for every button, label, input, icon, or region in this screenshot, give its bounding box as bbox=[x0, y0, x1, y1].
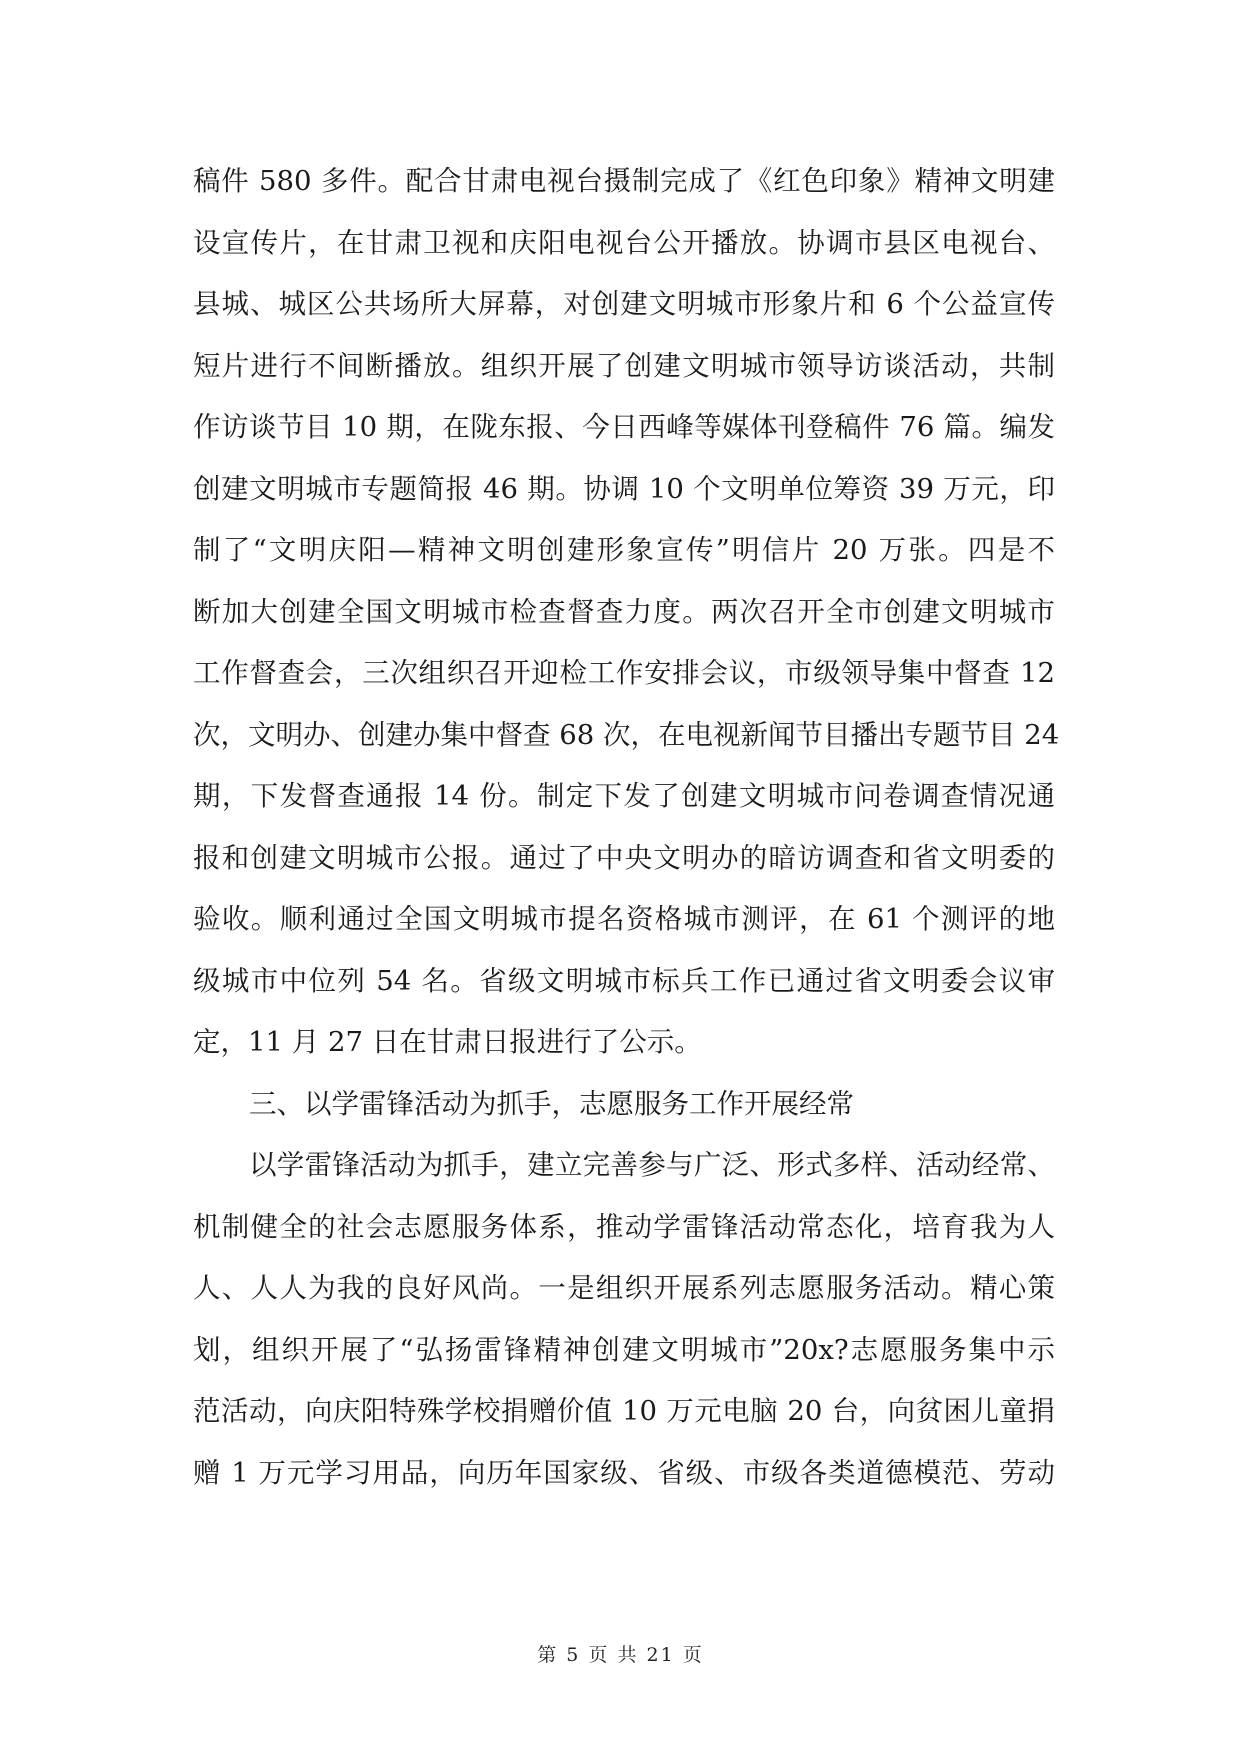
text-line: 定，11 月 27 日在甘肃日报进行了公示。 bbox=[193, 1026, 702, 1058]
text-line: 作访谈节目 10 期，在陇东报、今日西峰等媒体刊登稿件 76 篇。编发 bbox=[193, 411, 1055, 443]
text-line: 以学雷锋活动为抓手，建立完善参与广泛、形式多样、活动经常、 bbox=[249, 1149, 1055, 1181]
text-line: 级城市中位列 54 名。省级文明城市标兵工作已通过省文明委会议审 bbox=[193, 964, 1055, 997]
text-line: 工作督查会，三次组织召开迎检工作安排会议，市级领导集中督查 12 bbox=[193, 657, 1055, 689]
page-number-footer: 第 5 页 共 21 页 bbox=[537, 1644, 704, 1666]
text-line: 稿件 580 多件。配合甘肃电视台摄制完成了《红色印象》精神文明建 bbox=[193, 165, 1055, 197]
text-line: 验收。顺利通过全国文明城市提名资格城市测评，在 61 个测评的地 bbox=[193, 903, 1055, 935]
text-line: 县城、城区公共场所大屏幕，对创建文明城市形象片和 6 个公益宣传 bbox=[193, 288, 1055, 320]
section-heading: 三、以学雷锋活动为抓手，志愿服务工作开展经常 bbox=[249, 1087, 854, 1120]
text-line: 赠 1 万元学习用品，向历年国家级、省级、市级各类道德模范、劳动 bbox=[193, 1456, 1055, 1489]
text-line: 短片进行不间断播放。组织开展了创建文明城市领导访谈活动，共制 bbox=[193, 349, 1055, 382]
text-line: 断加大创建全国文明城市检查督查力度。两次召开全市创建文明城市 bbox=[193, 595, 1055, 628]
text-line: 划，组织开展了“弘扬雷锋精神创建文明城市”20x?志愿服务集中示 bbox=[193, 1333, 1055, 1366]
text-line: 机制健全的社会志愿服务体系，推动学雷锋活动常态化，培育我为人 bbox=[193, 1210, 1055, 1243]
text-line: 设宣传片，在甘肃卫视和庆阳电视台公开播放。协调市县区电视台、 bbox=[193, 226, 1055, 259]
text-line: 报和创建文明城市公报。通过了中央文明办的暗访调查和省文明委的 bbox=[193, 841, 1055, 874]
text-line: 制了“文明庆阳—精神文明创建形象宣传”明信片 20 万张。四是不 bbox=[193, 534, 1055, 566]
body-text bbox=[193, 151, 1060, 1504]
text-line: 期，下发督查通报 14 份。制定下发了创建文明城市问卷调查情况通 bbox=[193, 780, 1055, 812]
text-line: 范活动，向庆阳特殊学校捐赠价值 10 万元电脑 20 台，向贫困儿童捐 bbox=[193, 1395, 1055, 1427]
text-line: 创建文明城市专题简报 46 期。协调 10 个文明单位筹资 39 万元，印 bbox=[193, 472, 1055, 505]
text-line: 人、人人为我的良好风尚。一是组织开展系列志愿服务活动。精心策 bbox=[193, 1272, 1055, 1304]
text-line: 次，文明办、创建办集中督查 68 次，在电视新闻节目播出专题节目 24 bbox=[193, 718, 1060, 751]
